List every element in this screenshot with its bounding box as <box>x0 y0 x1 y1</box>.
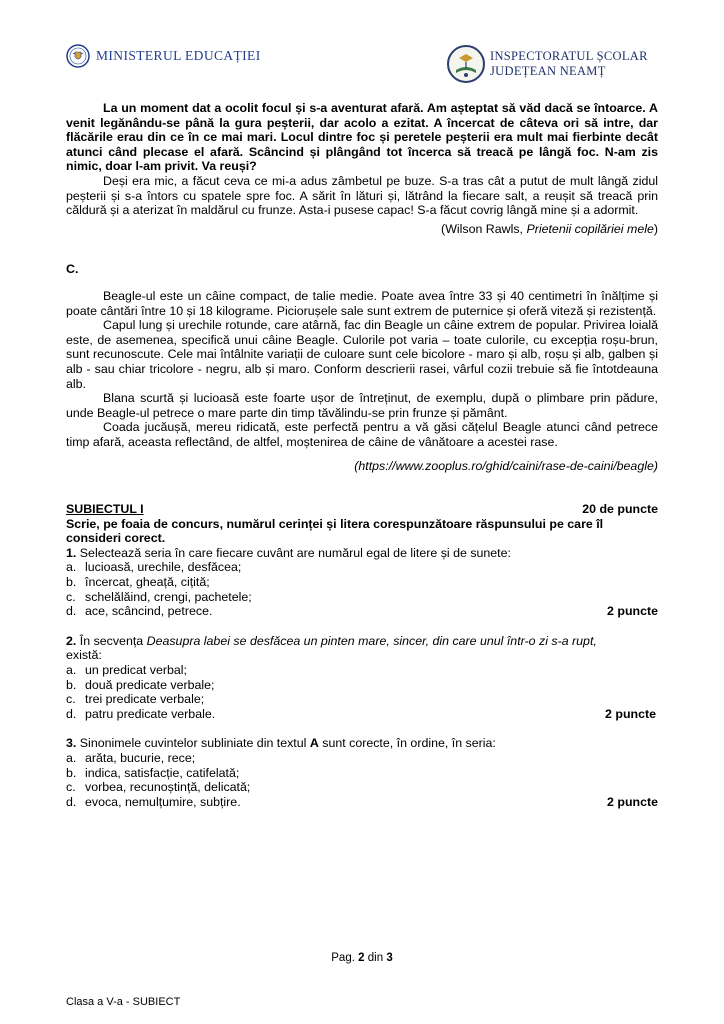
question-1-points: 2 puncte <box>607 604 658 619</box>
question-3: 3. Sinonimele cuvintelor subliniate din textul A sunt corecte, în ordine, în seria: a. arăta, bucurie, rece; b. indica, satisfacție, catifelată; c. vorbea, recunoștință, delicată; d. evoca, nemulțumire, subțire. 2 puncte <box>66 736 658 809</box>
subject-header <box>66 502 658 517</box>
isj-logo-icon <box>446 44 486 84</box>
text-b-source-author: Wilson Rawls, <box>445 221 523 236</box>
question-2-points: 2 puncte <box>605 706 656 721</box>
question-2: 2. În secvența Deasupra labei se desfăcea un pinten mare, sincer, din care unul într-o zi s-a rupt, există: a. un predicat verbal; b. două predicate verbale; c. trei predicate verbale; d. patru predicate verbale. 2 puncte <box>66 633 656 721</box>
isj-header <box>446 44 648 84</box>
question-3-number: 3. <box>66 736 77 751</box>
question-1-option-b: b. încercat, gheață, cițită; <box>66 575 210 590</box>
ministry-name: MINISTERUL EDUCAȚIEI <box>96 48 261 63</box>
question-2-quote: Deasupra labei se desfăcea un pinten mare, sincer, din care unul într-o zi s-a rupt, <box>146 633 597 648</box>
question-2-option-b: b. două predicate verbale; <box>66 677 215 692</box>
text-c-paragraph-2: Capul lung și urechile rotunde, care atârnă, fac din Beagle un câine extrem de popular. Privirea loială este, de asemenea, specifică unui câine Beagle. Culorile pot varia – toate culorile, cu excepția roșu-brun, sunt recunoscute. Cele mai întâlnite variații de culoare sunt cele bicolore - maro și alb, roșu și alb, galben și alb - sau chiar tricolore - negru, alb și maro. Conform descrierii rasei, vârful cozii trebuie să fie întotdeauna alb. <box>66 318 658 391</box>
text-b-source-title: Prietenii copilăriei mele <box>526 221 654 236</box>
text-c-label: C. <box>66 262 79 277</box>
question-3-option-c: c. vorbea, recunoștință, delicată; <box>66 780 251 795</box>
text-b-paragraph-2: Deși era mic, a făcut ceva ce mi-a adus zâmbetul pe buze. S-a tras cât a putut de mult lângă zidul peșterii și s-a întors cu spatele spre foc. A sărit în lături și, lătrând la fiecare salt, a reușit să treacă prin căldură și a aterizat în maldărul cu frunze. Asta-i pusese capac! S-a făcut covrig lângă mine și a adormit. <box>66 173 658 218</box>
subject-instruction: Scrie, pe foaia de concurs, numărul cerinței și litera corespunzătoare răspunsului pe care îl consideri corect. <box>66 516 604 546</box>
question-2-option-c: c. trei predicate verbale; <box>66 692 205 707</box>
question-3-option-b: b. indica, satisfacție, catifelată; <box>66 765 240 780</box>
text-c-paragraph-4: Coada jucăușă, mereu ridicată, este perfectă pentru a vă găsi cățelul Beagle atunci când petrece timp afară, aceasta reflectând, de altfel, moștenirea de câine de vânătoare a acestei rase. <box>66 420 658 449</box>
question-2-option-d: d. patru predicate verbale. 2 puncte <box>66 706 656 721</box>
ministry-crest-icon <box>66 44 90 68</box>
question-3-option-d: d. evoca, nemulțumire, subțire. 2 puncte <box>66 794 658 809</box>
question-1-option-a: a. lucioasă, urechile, desfăcea; <box>66 560 242 575</box>
isj-name <box>490 49 648 79</box>
ministry-header <box>66 44 261 68</box>
question-1-number: 1. <box>66 545 77 560</box>
question-1-option-d: d. ace, scâncind, petrece. 2 puncte <box>66 604 658 619</box>
question-1 <box>66 546 658 619</box>
isj-name-line2: JUDEȚEAN NEAMȚ <box>490 64 606 78</box>
question-1-option-c: c. schelălăind, crengi, pachetele; <box>66 589 252 604</box>
question-2-option-a: a. un predicat verbal; <box>66 663 187 677</box>
question-2-number: 2. <box>66 633 77 648</box>
page-number: Pag. 2 din 3 <box>331 952 393 964</box>
footer-class-label: Clasa a V-a - SUBIECT <box>66 996 181 1008</box>
text-c-paragraph-1: Beagle-ul este un câine compact, de talie medie. Poate avea între 33 și 40 centimetri în înălțime și poate cântări între 10 și 18 kilograme. Piciorușele sale sunt extrem de puternice și oferă viteză și rezistență. <box>66 288 658 318</box>
subject-points: 20 de puncte <box>582 502 658 517</box>
question-3-option-a: a. arăta, bucurie, rece; <box>66 750 196 765</box>
text-c-paragraph-3: Blana scurtă și lucioasă este foarte ușor de întreținut, de exemplu, după o plimbare prin pădure, unde Beagle-ul petrece o mare parte din timp tăvălindu-se prin frunze și pământ. <box>66 391 658 420</box>
text-c-source: (https://www.zooplus.ro/ghid/caini/rase-de-caini/beagle) <box>354 459 658 474</box>
isj-name-line1: INSPECTORATUL ȘCOLAR <box>490 49 648 63</box>
question-3-points: 2 puncte <box>607 794 658 809</box>
page-content <box>66 101 658 809</box>
question-1-text: Selectează seria în care fiecare cuvânt are numărul egal de litere și de sunete: <box>79 545 511 560</box>
subject-title: SUBIECTUL I <box>66 502 144 517</box>
text-b-source: (Wilson Rawls, Prietenii copilăriei mele) <box>441 221 658 236</box>
text-b-paragraph-1: La un moment dat a ocolit focul și s-a aventurat afară. Am așteptat să văd dacă se întoarce. A venit legănându-se până la gura peșterii, dar acolo a ezitat. A încercat de câteva ori să intre, dar flăcările erau din ce în ce mai mari. Locul dintre foc și peretele peșterii era mult mai fierbinte decât atunci când plecase el afară. Scâncind și plângând tot încerca să treacă pe lângă foc. N-am zis nimic, doar l-am privit. Va reuși? <box>66 101 658 174</box>
